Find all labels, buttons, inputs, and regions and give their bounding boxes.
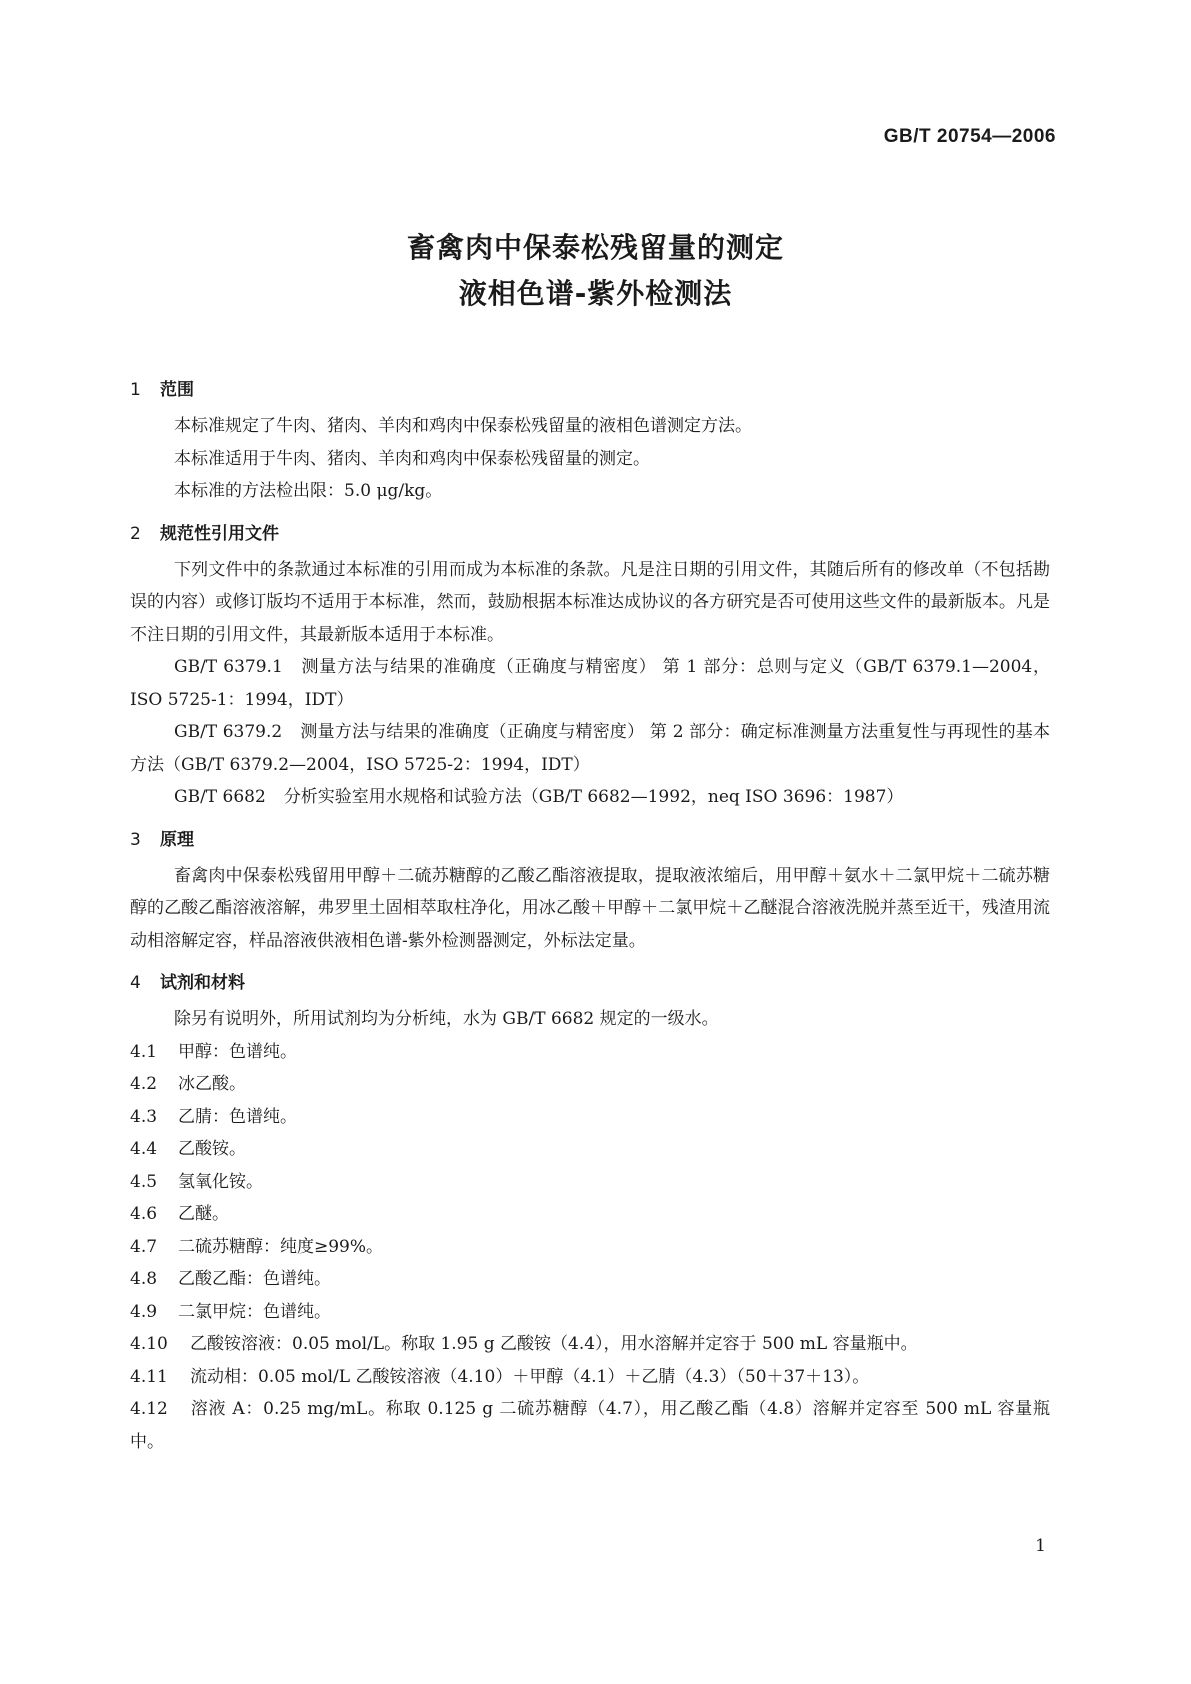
reference-text: 测量方法与结果的准确度（正确度与精密度） 第 1 部分：总则与定义（GB/T 6379.1—2004，ISO 5725-1：1994，IDT） [130, 657, 1050, 710]
document-title-line2: 液相色谱-紫外检测法 [458, 277, 733, 310]
section-heading [130, 514, 1050, 554]
section-heading [130, 963, 1050, 1003]
reference-entry [130, 781, 1050, 814]
list-item [130, 1133, 1050, 1166]
list-item [130, 1361, 1050, 1394]
list-item [130, 1231, 1050, 1264]
list-item [130, 1393, 1050, 1458]
section-number: 2 [130, 523, 141, 544]
document-title-line1: 畜禽肉中保泰松残留量的测定 [406, 231, 784, 264]
item-number: 4.1 [130, 1041, 158, 1062]
item-text: 乙酸乙酯：色谱纯。 [178, 1269, 331, 1289]
reference-entry [130, 716, 1050, 781]
list-item [130, 1198, 1050, 1231]
item-number: 4.6 [130, 1204, 158, 1224]
standard-number: GB/T 20754—2006 [883, 126, 1056, 147]
item-number: 4.12 [130, 1399, 168, 1419]
item-number: 4.10 [130, 1334, 168, 1354]
item-number: 4.2 [130, 1074, 158, 1094]
section-title: 试剂和材料 [160, 973, 245, 993]
item-text: 乙醚。 [178, 1204, 229, 1224]
section-number: 1 [130, 380, 141, 400]
reference-text: 测量方法与结果的准确度（正确度与精密度） 第 2 部分：确定标准测量方法重复性与再现性的基本方法（GB/T 6379.2—2004，ISO 5725-2：1994，IDT） [130, 722, 1051, 775]
item-text: 溶液 A：0.25 mg/mL。称取 0.125 g 二硫苏糖醇（4.7），用乙酸乙酯（4.8）溶解并定容至 500 mL 容量瓶中。 [130, 1399, 1050, 1452]
section-title: 范围 [160, 380, 194, 400]
item-text: 乙腈：色谱纯。 [178, 1106, 297, 1127]
page-number: 1 [1035, 1536, 1046, 1556]
item-text: 二硫苏糖醇：纯度≥99%。 [178, 1236, 384, 1257]
section-heading [130, 370, 1050, 410]
item-number: 4.8 [130, 1269, 158, 1289]
reference-entry [130, 651, 1050, 716]
item-number: 4.11 [130, 1366, 168, 1387]
reference-code: GB/T 6379.2 [174, 722, 283, 742]
item-number: 4.5 [130, 1171, 158, 1192]
document-body [130, 370, 1050, 1458]
section-heading [130, 820, 1050, 860]
reference-code: GB/T 6379.1 [174, 657, 283, 677]
reference-text: 分析实验室用水规格和试验方法（GB/T 6682—1992，neq ISO 3696：1987） [283, 787, 904, 807]
paragraph: 畜禽肉中保泰松残留用甲醇＋二硫苏糖醇的乙酸乙酯溶液提取，提取液浓缩后，用甲醇＋氨水＋二氯甲烷＋二硫苏糖醇的乙酸乙酯溶液溶解，弗罗里土固相萃取柱净化，用冰乙酸＋甲醇＋二氯甲烷＋乙醚混合溶液洗脱并蒸至近干，残渣用流动相溶解定容，样品溶液供液相色谱-紫外检测器测定，外标法定量。 [130, 865, 1050, 951]
section-number: 3 [130, 829, 141, 850]
list-item [130, 1036, 1050, 1069]
item-number: 4.3 [130, 1106, 158, 1127]
item-text: 流动相：0.05 mol/L 乙酸铵溶液（4.10）＋甲醇（4.1）＋乙腈（4.3）（50＋37＋13）。 [190, 1366, 870, 1387]
paragraph: 本标准适用于牛肉、猪肉、羊肉和鸡肉中保泰松残留量的测定。 [174, 448, 650, 469]
item-text: 甲醇：色谱纯。 [178, 1041, 297, 1062]
paragraph: 除另有说明外，所用试剂均为分析纯，水为 GB/T 6682 规定的一级水。 [174, 1009, 719, 1029]
item-number: 4.4 [130, 1139, 158, 1159]
item-text: 乙酸铵。 [178, 1139, 246, 1159]
item-number: 4.7 [130, 1236, 158, 1257]
section-title: 原理 [160, 829, 194, 850]
list-item [130, 1068, 1050, 1101]
paragraph: 本标准规定了牛肉、猪肉、羊肉和鸡肉中保泰松残留量的液相色谱测定方法。 [174, 416, 752, 436]
item-number: 4.9 [130, 1301, 158, 1322]
list-item [130, 1101, 1050, 1134]
item-text: 氢氧化铵。 [178, 1171, 263, 1192]
list-item [130, 1166, 1050, 1199]
paragraph: 本标准的方法检出限：5.0 μg/kg。 [174, 481, 443, 501]
paragraph: 下列文件中的条款通过本标准的引用而成为本标准的条款。凡是注日期的引用文件，其随后所有的修改单（不包括勘误的内容）或修订版均不适用于本标准，然而，鼓励根据本标准达成协议的各方研究是否可使用这些文件的最新版本。凡是不注日期的引用文件，其最新版本适用于本标准。 [130, 559, 1050, 645]
item-text: 二氯甲烷：色谱纯。 [178, 1301, 331, 1322]
section-number: 4 [130, 973, 141, 993]
list-item [130, 1263, 1050, 1296]
reference-code: GB/T 6682 [174, 787, 266, 807]
list-item [130, 1296, 1050, 1329]
item-text: 冰乙酸。 [178, 1074, 246, 1094]
list-item [130, 1328, 1050, 1361]
section-title: 规范性引用文件 [160, 523, 279, 544]
item-text: 乙酸铵溶液：0.05 mol/L。称取 1.95 g 乙酸铵（4.4），用水溶解并定容于 500 mL 容量瓶中。 [190, 1334, 918, 1354]
